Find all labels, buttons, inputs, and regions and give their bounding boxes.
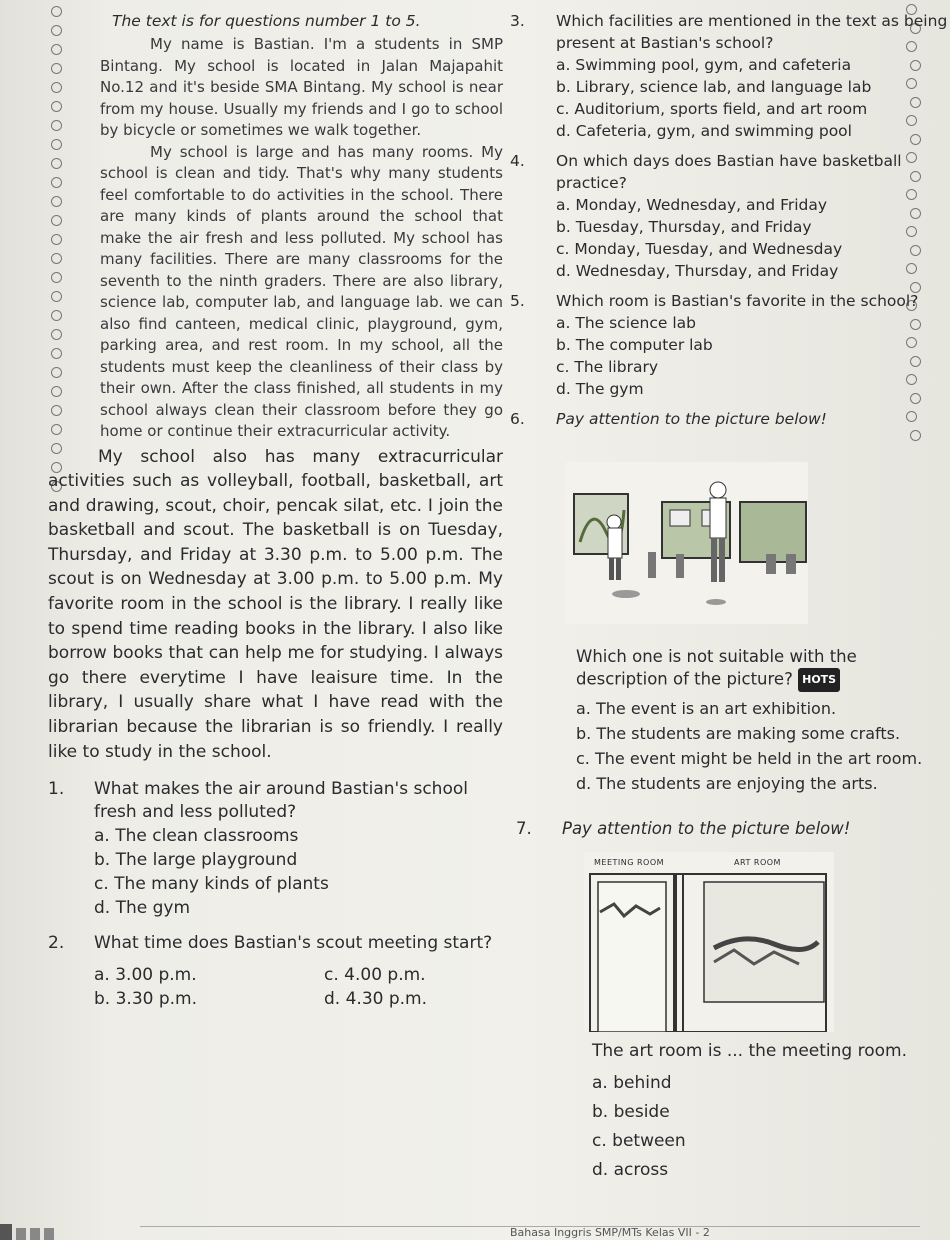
spiral-hole bbox=[910, 430, 921, 441]
question-text: Which room is Bastian's favorite in the school? bbox=[556, 292, 919, 310]
rooms-illustration bbox=[584, 852, 834, 1032]
question-number: 7. bbox=[516, 819, 532, 838]
art-room-label: ART ROOM bbox=[734, 858, 781, 867]
option-a[interactable]: a. behind bbox=[592, 1073, 672, 1093]
question-number: 4. bbox=[510, 152, 525, 170]
question-6 bbox=[510, 408, 950, 430]
option-a[interactable]: a. The event is an art exhibition. bbox=[576, 699, 837, 718]
option-a[interactable]: a. Monday, Wednesday, and Friday bbox=[556, 196, 828, 214]
option-d[interactable]: d. The gym bbox=[94, 898, 191, 919]
option-c[interactable]: c. 4.00 p.m. bbox=[324, 965, 426, 986]
option-c[interactable]: c. The event might be held in the art room. bbox=[576, 749, 923, 768]
page-footer: Bahasa Inggris SMP/MTs Kelas VII - 2 bbox=[510, 1226, 710, 1239]
question-text: What makes the air around Bastian's school fresh and less polluted? bbox=[94, 779, 468, 823]
option-a[interactable]: a. Swimming pool, gym, and cafeteria bbox=[556, 56, 852, 74]
reading-paragraph-1: My name is Bastian. I'm a students in SMP Bintang. My school is located in Jalan Majapahit No.12 and it's beside SMA Bintang. My school is near from my house. Usually my friends and I go to school by bicycle or sometimes we walk together. bbox=[100, 35, 503, 139]
question-2-options bbox=[94, 963, 503, 1011]
question-6-text: Which one is not suitable with the description of the picture? bbox=[576, 647, 857, 689]
option-b[interactable]: b. Library, science lab, and language lab bbox=[556, 78, 872, 96]
rooms-picture bbox=[584, 852, 834, 1032]
question-text: What time does Bastian's scout meeting start? bbox=[94, 933, 493, 954]
question-number: 5. bbox=[510, 292, 525, 310]
option-d[interactable]: d. Wednesday, Thursday, and Friday bbox=[556, 262, 839, 280]
art-exhibition-picture bbox=[566, 462, 808, 624]
option-c[interactable]: c. Auditorium, sports field, and art room bbox=[556, 100, 868, 118]
question-number: 3. bbox=[510, 12, 525, 30]
option-a[interactable]: a. The science lab bbox=[556, 314, 696, 332]
option-d[interactable]: d. The students are enjoying the arts. bbox=[576, 774, 878, 793]
question-7 bbox=[516, 818, 936, 840]
meeting-room-label: MEETING ROOM bbox=[594, 858, 665, 867]
question-number: 6. bbox=[510, 410, 525, 428]
question-5-options bbox=[556, 312, 950, 400]
reading-paragraph-2: My school is large and has many rooms. My school is clean and tidy. That's why many students feel comfortable to do activities in the school. There are many kinds of plants around the school that make the air fresh and less polluted. My school has many facilities. There are many classrooms for the seventh to the ninth graders. There are also library, science lab, computer lab, and language lab. we can also find canteen, medical clinic, playground, gym, parking area, and rest room. In my school, all the students must keep the cleanliness of their class by their own. After the class finished, all students in my school always clean their classroom before they go home or continue their extracurricular activity. bbox=[100, 142, 503, 440]
option-b[interactable]: b. The students are making some crafts. bbox=[576, 724, 901, 743]
option-d[interactable]: d. The gym bbox=[556, 380, 644, 398]
text-intro: The text is for questions number 1 to 5. bbox=[112, 12, 421, 30]
hots-badge: HOTS bbox=[798, 668, 840, 692]
question-6-options bbox=[556, 696, 948, 796]
option-d[interactable]: d. across bbox=[592, 1160, 669, 1180]
option-b[interactable]: b. The computer lab bbox=[556, 336, 713, 354]
right-column bbox=[510, 10, 950, 430]
question-7-body bbox=[562, 1040, 942, 1185]
question-number: 2. bbox=[48, 933, 65, 954]
question-7-options bbox=[562, 1069, 942, 1185]
question-1-options bbox=[94, 824, 503, 920]
left-column bbox=[48, 10, 503, 1011]
question-text bbox=[556, 646, 948, 692]
option-c[interactable]: c. between bbox=[592, 1131, 686, 1151]
option-c[interactable]: c. The library bbox=[556, 358, 658, 376]
option-b[interactable]: b. The large playground bbox=[94, 850, 298, 871]
question-text: Which facilities are mentioned in the text as being present at Bastian's school? bbox=[556, 12, 948, 52]
option-d[interactable]: d. 4.30 p.m. bbox=[324, 989, 428, 1010]
option-c[interactable]: c. The many kinds of plants bbox=[94, 874, 329, 895]
option-b[interactable]: b. beside bbox=[592, 1102, 670, 1122]
option-a[interactable]: a. The clean classrooms bbox=[94, 826, 299, 847]
question-1 bbox=[48, 778, 503, 824]
question-instruction: Pay attention to the picture below! bbox=[562, 819, 851, 838]
option-a[interactable]: a. 3.00 p.m. bbox=[94, 965, 197, 986]
question-instruction: Pay attention to the picture below! bbox=[556, 410, 827, 428]
option-b[interactable]: b. Tuesday, Thursday, and Friday bbox=[556, 218, 812, 236]
question-text: On which days does Bastian have basketball practice? bbox=[556, 152, 902, 192]
corner-decoration bbox=[0, 1218, 90, 1240]
option-d[interactable]: d. Cafeteria, gym, and swimming pool bbox=[556, 122, 852, 140]
option-b[interactable]: b. 3.30 p.m. bbox=[94, 989, 198, 1010]
question-2 bbox=[48, 932, 503, 955]
question-5 bbox=[510, 290, 950, 312]
reading-paragraph-3: My school also has many extracurricular activities such as volleyball, football, basketball, art and drawing, scout, choir, pencak silat, etc. I join the basketball and scout. The basketball is on Tuesday, Thursday, and Friday at 3.30 p.m. to 5.00 p.m. The scout is on Wednesday at 3.00 p.m. to 5.00 p.m. My favorite room in the school is the library. I really like to spend time reading books in the library. I also like borrow books that can help me for studying. I always go there everytime I have leaisure time. In the library, I usually share what I have read with the librarian because the librarian is so friendly. I really like to study in the school. bbox=[48, 446, 503, 762]
question-4-options bbox=[556, 194, 950, 282]
question-7-text: The art room is ... the meeting room. bbox=[592, 1041, 907, 1061]
question-6-body bbox=[556, 646, 948, 796]
question-4 bbox=[510, 150, 950, 194]
option-c[interactable]: c. Monday, Tuesday, and Wednesday bbox=[556, 240, 843, 258]
question-number: 1. bbox=[48, 779, 65, 800]
art-exhibition-illustration bbox=[566, 462, 808, 624]
question-3 bbox=[510, 10, 950, 54]
question-3-options bbox=[556, 54, 950, 142]
